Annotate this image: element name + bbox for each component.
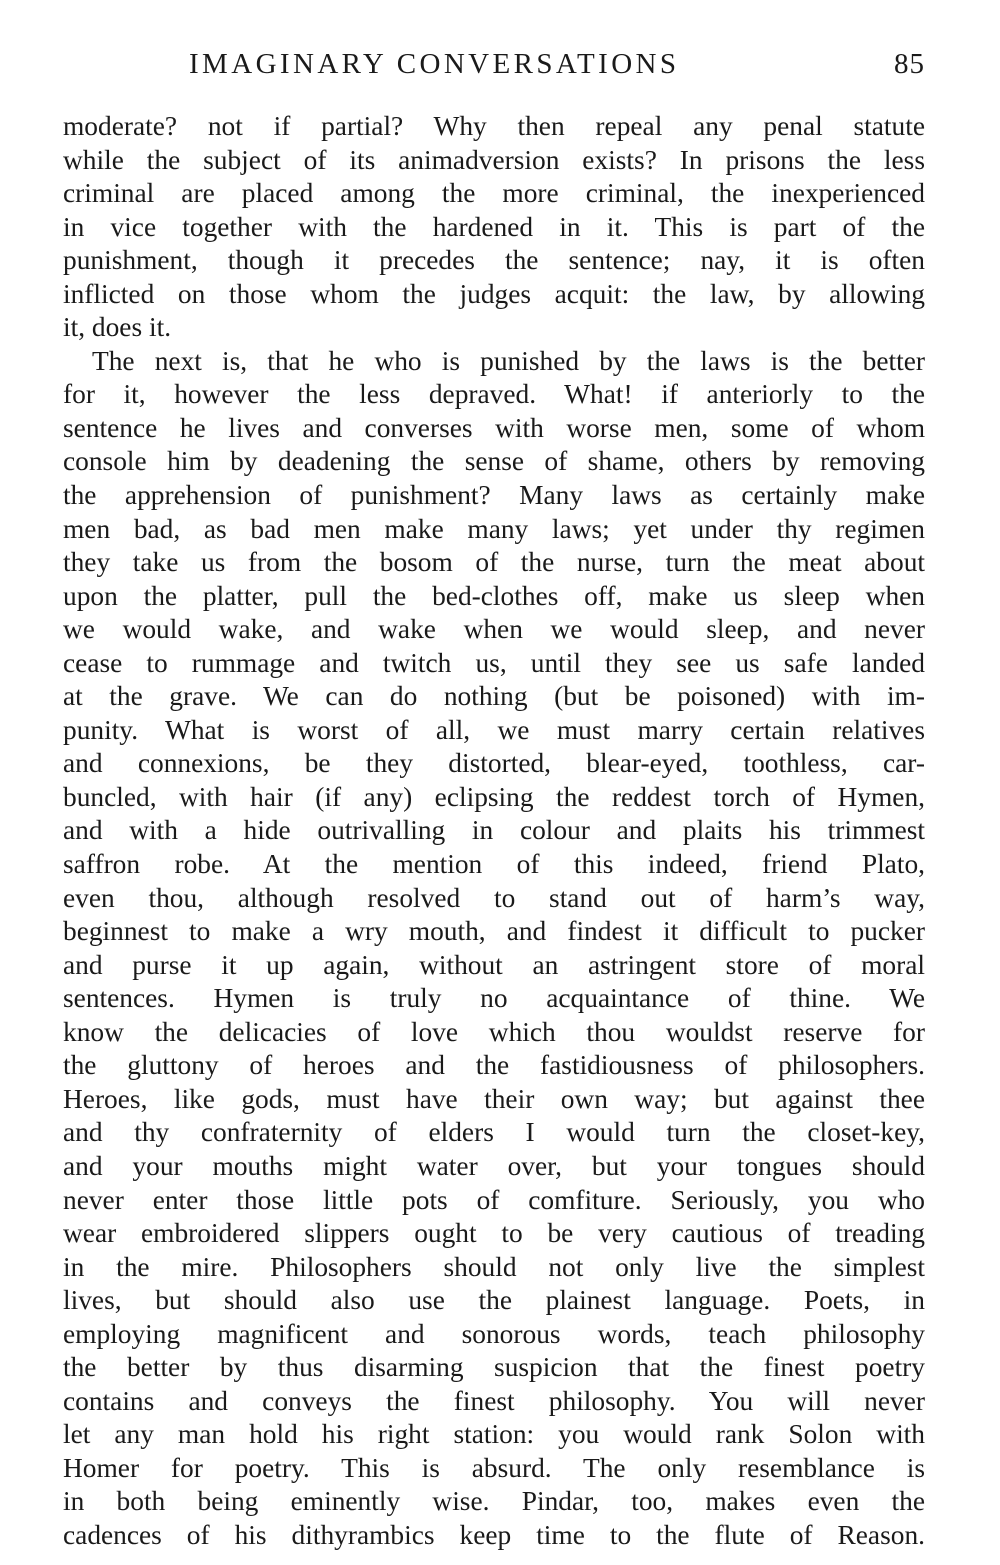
text-line: cadences of his dithyrambics keep time to the flute of Reason. bbox=[63, 1519, 925, 1550]
text-line: console him by deadening the sense of shame, others by removing bbox=[63, 446, 925, 477]
text-line: employing magnificent and sonorous words, teach philosophy bbox=[63, 1318, 925, 1349]
text-line: never enter those little pots of comfiture. Seriously, you who bbox=[63, 1184, 925, 1215]
text-line: buncled, with hair (if any) eclipsing the reddest torch of Hymen, bbox=[63, 781, 925, 812]
text-line: cease to rummage and twitch us, until they see us safe landed bbox=[63, 647, 925, 678]
text-line: and with a hide outrivalling in colour and plaits his trimmest bbox=[63, 815, 925, 846]
text-line: and your mouths might water over, but your tongues should bbox=[63, 1150, 925, 1181]
paragraph-2 bbox=[63, 345, 925, 1553]
running-title: IMAGINARY CONVERSATIONS bbox=[189, 48, 680, 80]
text-line: and connexions, be they distorted, blear-eyed, toothless, car- bbox=[63, 748, 925, 779]
text-line: sentences. Hymen is truly no acquaintance of thine. We bbox=[63, 983, 925, 1014]
text-line: the apprehension of punishment? Many laws as certainly make bbox=[63, 480, 925, 511]
text-line: it, does it. bbox=[63, 312, 172, 343]
paragraph-1 bbox=[63, 110, 925, 345]
text-line: Homer for poetry. This is absurd. The only resemblance is bbox=[63, 1452, 925, 1483]
text-line: wear embroidered slippers ought to be very cautious of treading bbox=[63, 1218, 925, 1249]
text-line: at the grave. We can do nothing (but be poisoned) with im- bbox=[63, 681, 925, 712]
book-page bbox=[63, 48, 925, 1553]
text-line: and thy confraternity of elders I would turn the closet-key, bbox=[63, 1117, 925, 1148]
text-line: sentence he lives and converses with worse men, some of whom bbox=[63, 412, 925, 443]
text-line: we would wake, and wake when we would sleep, and never bbox=[63, 614, 925, 645]
text-line: The next is, that he who is punished by the laws is the better bbox=[92, 345, 925, 376]
text-line: contains and conveys the finest philosophy. You will never bbox=[63, 1385, 925, 1416]
text-line: beginnest to make a wry mouth, and findest it difficult to pucker bbox=[63, 916, 925, 947]
text-line: they take us from the bosom of the nurse, turn the meat about bbox=[63, 547, 925, 578]
text-line: men bad, as bad men make many laws; yet under thy regimen bbox=[63, 513, 925, 544]
text-line: let any man hold his right station: you would rank Solon with bbox=[63, 1419, 925, 1450]
text-line: while the subject of its animadversion exists? In prisons the less bbox=[63, 144, 925, 175]
text-line: lives, but should also use the plainest language. Poets, in bbox=[63, 1285, 925, 1316]
text-line: for it, however the less depraved. What! if anteriorly to the bbox=[63, 379, 925, 410]
text-line: in vice together with the hardened in it. This is part of the bbox=[63, 211, 925, 242]
text-line: inflicted on those whom the judges acquit: the law, by allowing bbox=[63, 278, 925, 309]
text-line: punity. What is worst of all, we must marry certain relatives bbox=[63, 714, 925, 745]
text-line: know the delicacies of love which thou wouldst reserve for bbox=[63, 1016, 925, 1047]
text-line: and purse it up again, without an astringent store of moral bbox=[63, 949, 925, 980]
text-line: the gluttony of heroes and the fastidiousness of philosophers. bbox=[63, 1050, 925, 1081]
text-line: upon the platter, pull the bed-clothes off, make us sleep when bbox=[63, 580, 925, 611]
text-line: even thou, although resolved to stand out of harm’s way, bbox=[63, 882, 925, 913]
text-line: saffron robe. At the mention of this indeed, friend Plato, bbox=[63, 849, 925, 880]
body-text bbox=[63, 110, 925, 1553]
text-line: Heroes, like gods, must have their own way; but against thee bbox=[63, 1083, 925, 1114]
text-line: punishment, though it precedes the sentence; nay, it is often bbox=[63, 245, 925, 276]
running-head bbox=[63, 48, 925, 92]
page-number: 85 bbox=[894, 48, 925, 80]
text-line: criminal are placed among the more criminal, the inexperienced bbox=[63, 178, 925, 209]
text-line: in both being eminently wise. Pindar, too, makes even the bbox=[63, 1486, 925, 1517]
text-line: the better by thus disarming suspicion that the finest poetry bbox=[63, 1352, 925, 1383]
text-line: moderate? not if partial? Why then repeal any penal statute bbox=[63, 111, 925, 141]
text-line: in the mire. Philosophers should not only live the simplest bbox=[63, 1251, 925, 1282]
